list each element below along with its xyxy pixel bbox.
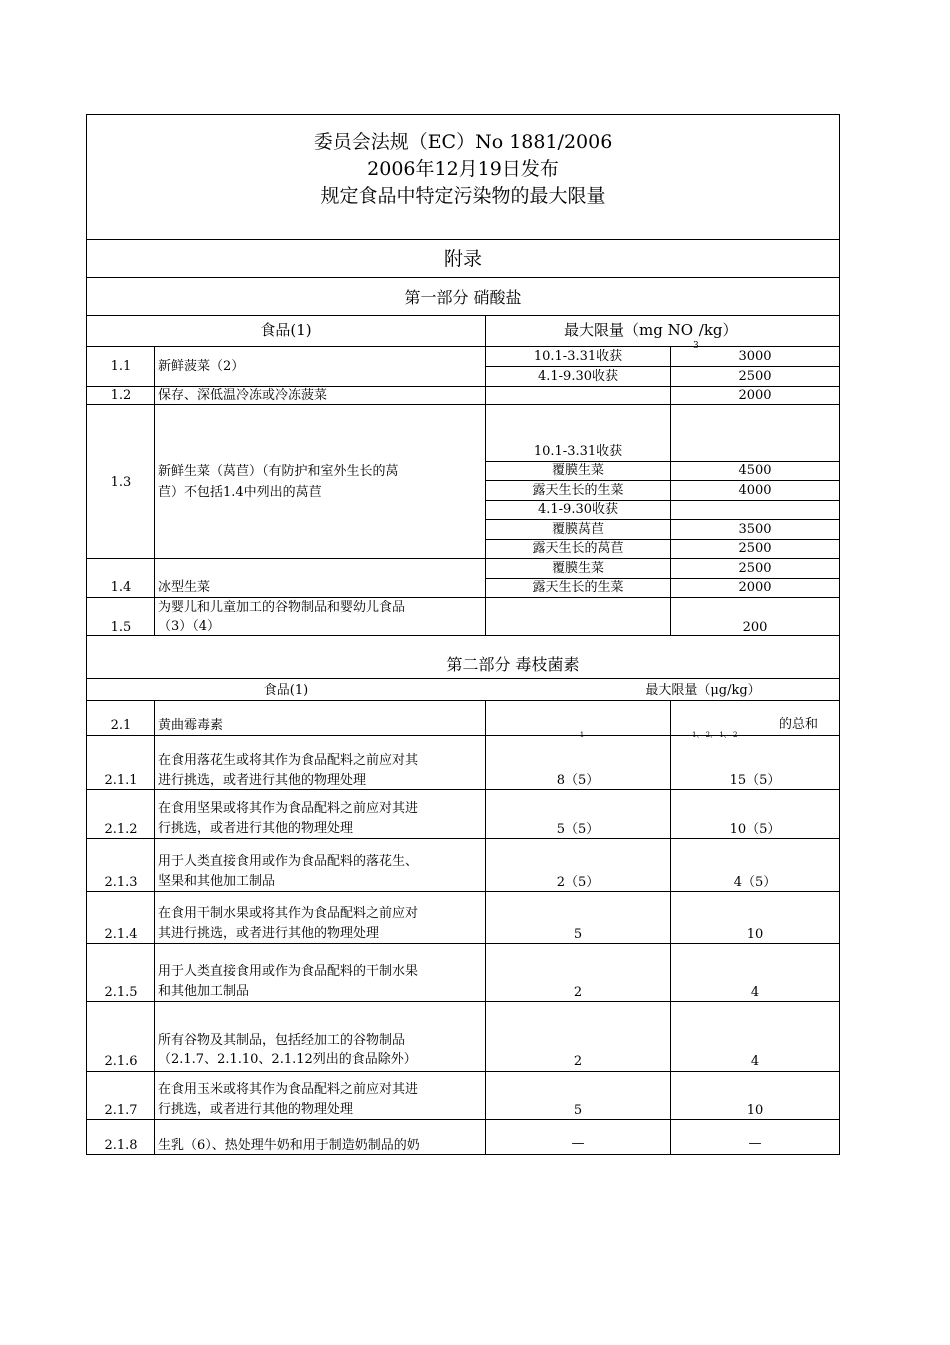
row-food-line-2: 进行挑选，或者进行其他的物理处理 (158, 773, 367, 788)
part2-col-food: 食品(1) (263, 683, 309, 698)
row-sub-label: 露天生长的生菜 (532, 580, 624, 595)
row-food-line-1: 在食用落花生或将其作为食品配料之前应对其 (158, 753, 419, 768)
title-line-3: 规定食品中特定污染物的最大限量 (320, 185, 606, 207)
row-value-2: 10 (746, 927, 764, 942)
part2-col-limit: 最大限量（μg/kg） (645, 683, 761, 698)
row-number: 1.3 (110, 475, 132, 490)
line-after-2-1-3 (86, 891, 840, 892)
row-number: 2.1.5 (104, 985, 138, 1000)
row-value-2: 4 (750, 1054, 760, 1069)
row-value-2: 10（5） (729, 822, 781, 837)
row-number: 1.5 (110, 620, 132, 635)
line-after-part1 (86, 315, 840, 316)
row-sub-value: 4500 (738, 463, 772, 478)
row-value-1: 5 (573, 1103, 583, 1118)
row-food-line-2: 其进行挑选，或者进行其他的物理处理 (158, 926, 380, 941)
row-value: 2000 (738, 388, 772, 403)
row-food-line-1: 用于人类直接食用或作为食品配料的落花生、 (158, 854, 419, 869)
p2-col-food-v1 (485, 700, 486, 1155)
title-line-2: 2006年12月19日发布 (367, 158, 559, 180)
line-bottom (86, 1154, 840, 1155)
line-after-annex (86, 277, 840, 278)
row-sub-label: 露天生长的莴苣 (532, 541, 624, 556)
row-number: 1.4 (110, 580, 132, 595)
row-number: 1.2 (110, 388, 132, 403)
line-1-3-d (485, 519, 840, 520)
row-sub-label: 露天生长的生菜 (532, 483, 624, 498)
row-food-line-1: 在食用玉米或将其作为食品配料之前应对其进 (158, 1082, 419, 1097)
row-value-1: 5 (573, 927, 583, 942)
row-number: 2.1.8 (104, 1138, 138, 1153)
part1-col-limit-unit: /kg） (698, 321, 738, 339)
line-after-2-1-6 (86, 1071, 840, 1072)
title-line-1: 委员会法规（EC）No 1881/2006 (313, 131, 613, 153)
row-value-2: — (748, 1136, 762, 1151)
p2-col-no-food (154, 700, 155, 1155)
row-food-line-2: 行挑选，或者进行其他的物理处理 (158, 1102, 354, 1117)
row-number: 2.1.6 (104, 1054, 138, 1069)
line-1-1-sub (485, 366, 840, 367)
row-value-1: 5（5） (556, 822, 600, 837)
line-after-1-2 (86, 404, 840, 405)
part2-heading: 第二部分 毒枝菌素 (446, 655, 580, 674)
part1-col-food: 食品(1) (260, 321, 312, 339)
row-food-line-2: （3）（4） (158, 619, 221, 634)
row-food-line-1: 用于人类直接食用或作为食品配料的干制水果 (158, 964, 419, 979)
row-value-1: 8（5） (556, 773, 600, 788)
row-food-line-1: 在食用干制水果或将其作为食品配料之前应对 (158, 906, 419, 921)
row-number: 2.1.1 (104, 773, 138, 788)
line-after-1-5 (86, 635, 840, 636)
part2-subcol-2: 1、 2、 1、 2 (692, 731, 738, 739)
row-food: 保存、深低温冷冻或冷冻菠菜 (158, 388, 328, 403)
row-value-2: 4（5） (733, 875, 777, 890)
line-1-3-e (485, 539, 840, 540)
row-number: 1.1 (110, 359, 132, 374)
row-value-1: 2（5） (556, 875, 600, 890)
line-after-p2-header (86, 700, 840, 701)
part1-col-limit-text: 最大限量（mg NO (564, 321, 694, 339)
row-value-2: 4 (750, 985, 760, 1000)
row-sub-value: 2500 (738, 561, 772, 576)
row-food-line-2: （2.1.7、2.1.10、2.1.12列出的食品除外） (158, 1052, 417, 1067)
row-food: 新鲜菠菜（2） (158, 359, 245, 374)
row-number: 2.1.3 (104, 875, 138, 890)
row-food-line-1: 新鲜生菜（莴苣）（有防护和室外生长的莴 (158, 464, 399, 479)
row-food-line-1: 黄曲霉毒素 (158, 718, 224, 733)
line-1-3-a (485, 461, 840, 462)
line-1-4-sub (485, 578, 840, 579)
line-top (86, 114, 840, 115)
row-sub-value: 2500 (738, 369, 772, 384)
row-food-line-1: 在食用坚果或将其作为食品配料之前应对其进 (158, 801, 419, 816)
row-sub-value: 2000 (738, 580, 772, 595)
part2-subcol-2-suffix: 的总和 (779, 717, 819, 732)
row-sub-label: 4.1-9.30收获 (537, 369, 619, 384)
part1-heading: 第一部分 硝酸盐 (404, 288, 522, 307)
row-value: 200 (742, 620, 768, 635)
row-value-1: 2 (573, 985, 583, 1000)
row-value-1: — (571, 1136, 585, 1151)
row-sub-label: 4.1-9.30收获 (537, 502, 619, 517)
row-sub-label: 覆膜莴苣 (551, 522, 605, 537)
row-food: 冰型生菜 (158, 580, 211, 595)
line-after-1-4 (86, 597, 840, 598)
row-sub-value: 2500 (738, 541, 772, 556)
row-food-line-2: 和其他加工制品 (158, 984, 250, 999)
row-sub-label: 10.1-3.31收获 (533, 349, 623, 364)
row-food-line-1: 生乳（6）、热处理牛奶和用于制造奶制品的奶 (158, 1138, 420, 1153)
row-food-line-1: 所有谷物及其制品，包括经加工的谷物制品 (158, 1033, 406, 1048)
row-sub-value: 3000 (738, 349, 772, 364)
row-number: 2.1 (110, 718, 132, 733)
line-after-1-3 (86, 558, 840, 559)
row-value-2: 10 (746, 1103, 764, 1118)
row-food-line-1: 为婴儿和儿童加工的谷物制品和婴幼儿食品 (158, 600, 406, 615)
line-after-1-1 (86, 386, 840, 387)
part1-col-limit (564, 321, 738, 351)
row-number: 2.1.4 (104, 927, 138, 942)
line-after-2-1-7 (86, 1119, 840, 1120)
row-number: 2.1.7 (104, 1103, 138, 1118)
line-1-3-b (485, 480, 840, 481)
row-food-line-2: 行挑选，或者进行其他的物理处理 (158, 821, 354, 836)
line-after-title (86, 239, 840, 240)
row-value-2: 15（5） (729, 773, 781, 788)
row-food-line-2: 苣）不包括1.4中列出的莴苣 (158, 485, 322, 500)
row-food-line-2: 坚果和其他加工制品 (158, 874, 276, 889)
p2-col-v1-v2 (670, 700, 671, 1155)
line-after-part2 (86, 678, 840, 679)
part1-col-limit-subscript: 3 (693, 341, 699, 351)
part2-subcol-1: 1 (579, 731, 585, 739)
line-after-2-1-2 (86, 838, 840, 839)
line-1-3-c (485, 500, 840, 501)
line-after-p1-header (86, 346, 840, 347)
line-after-2-1-4 (86, 943, 840, 944)
row-sub-label: 10.1-3.31收获 (533, 444, 623, 459)
p1-col-label-value (670, 346, 671, 636)
row-sub-label: 覆膜生菜 (551, 561, 605, 576)
line-after-2-1-1 (86, 789, 840, 790)
row-sub-value: 4000 (738, 483, 772, 498)
p1-col-no-food (154, 346, 155, 636)
annex-heading: 附录 (443, 248, 483, 270)
row-value-1: 2 (573, 1054, 583, 1069)
row-sub-value: 3500 (738, 522, 772, 537)
row-number: 2.1.2 (104, 822, 138, 837)
p1-col-food-limit (485, 315, 486, 636)
line-after-2-1-5 (86, 1001, 840, 1002)
row-sub-label: 覆膜生菜 (551, 463, 605, 478)
